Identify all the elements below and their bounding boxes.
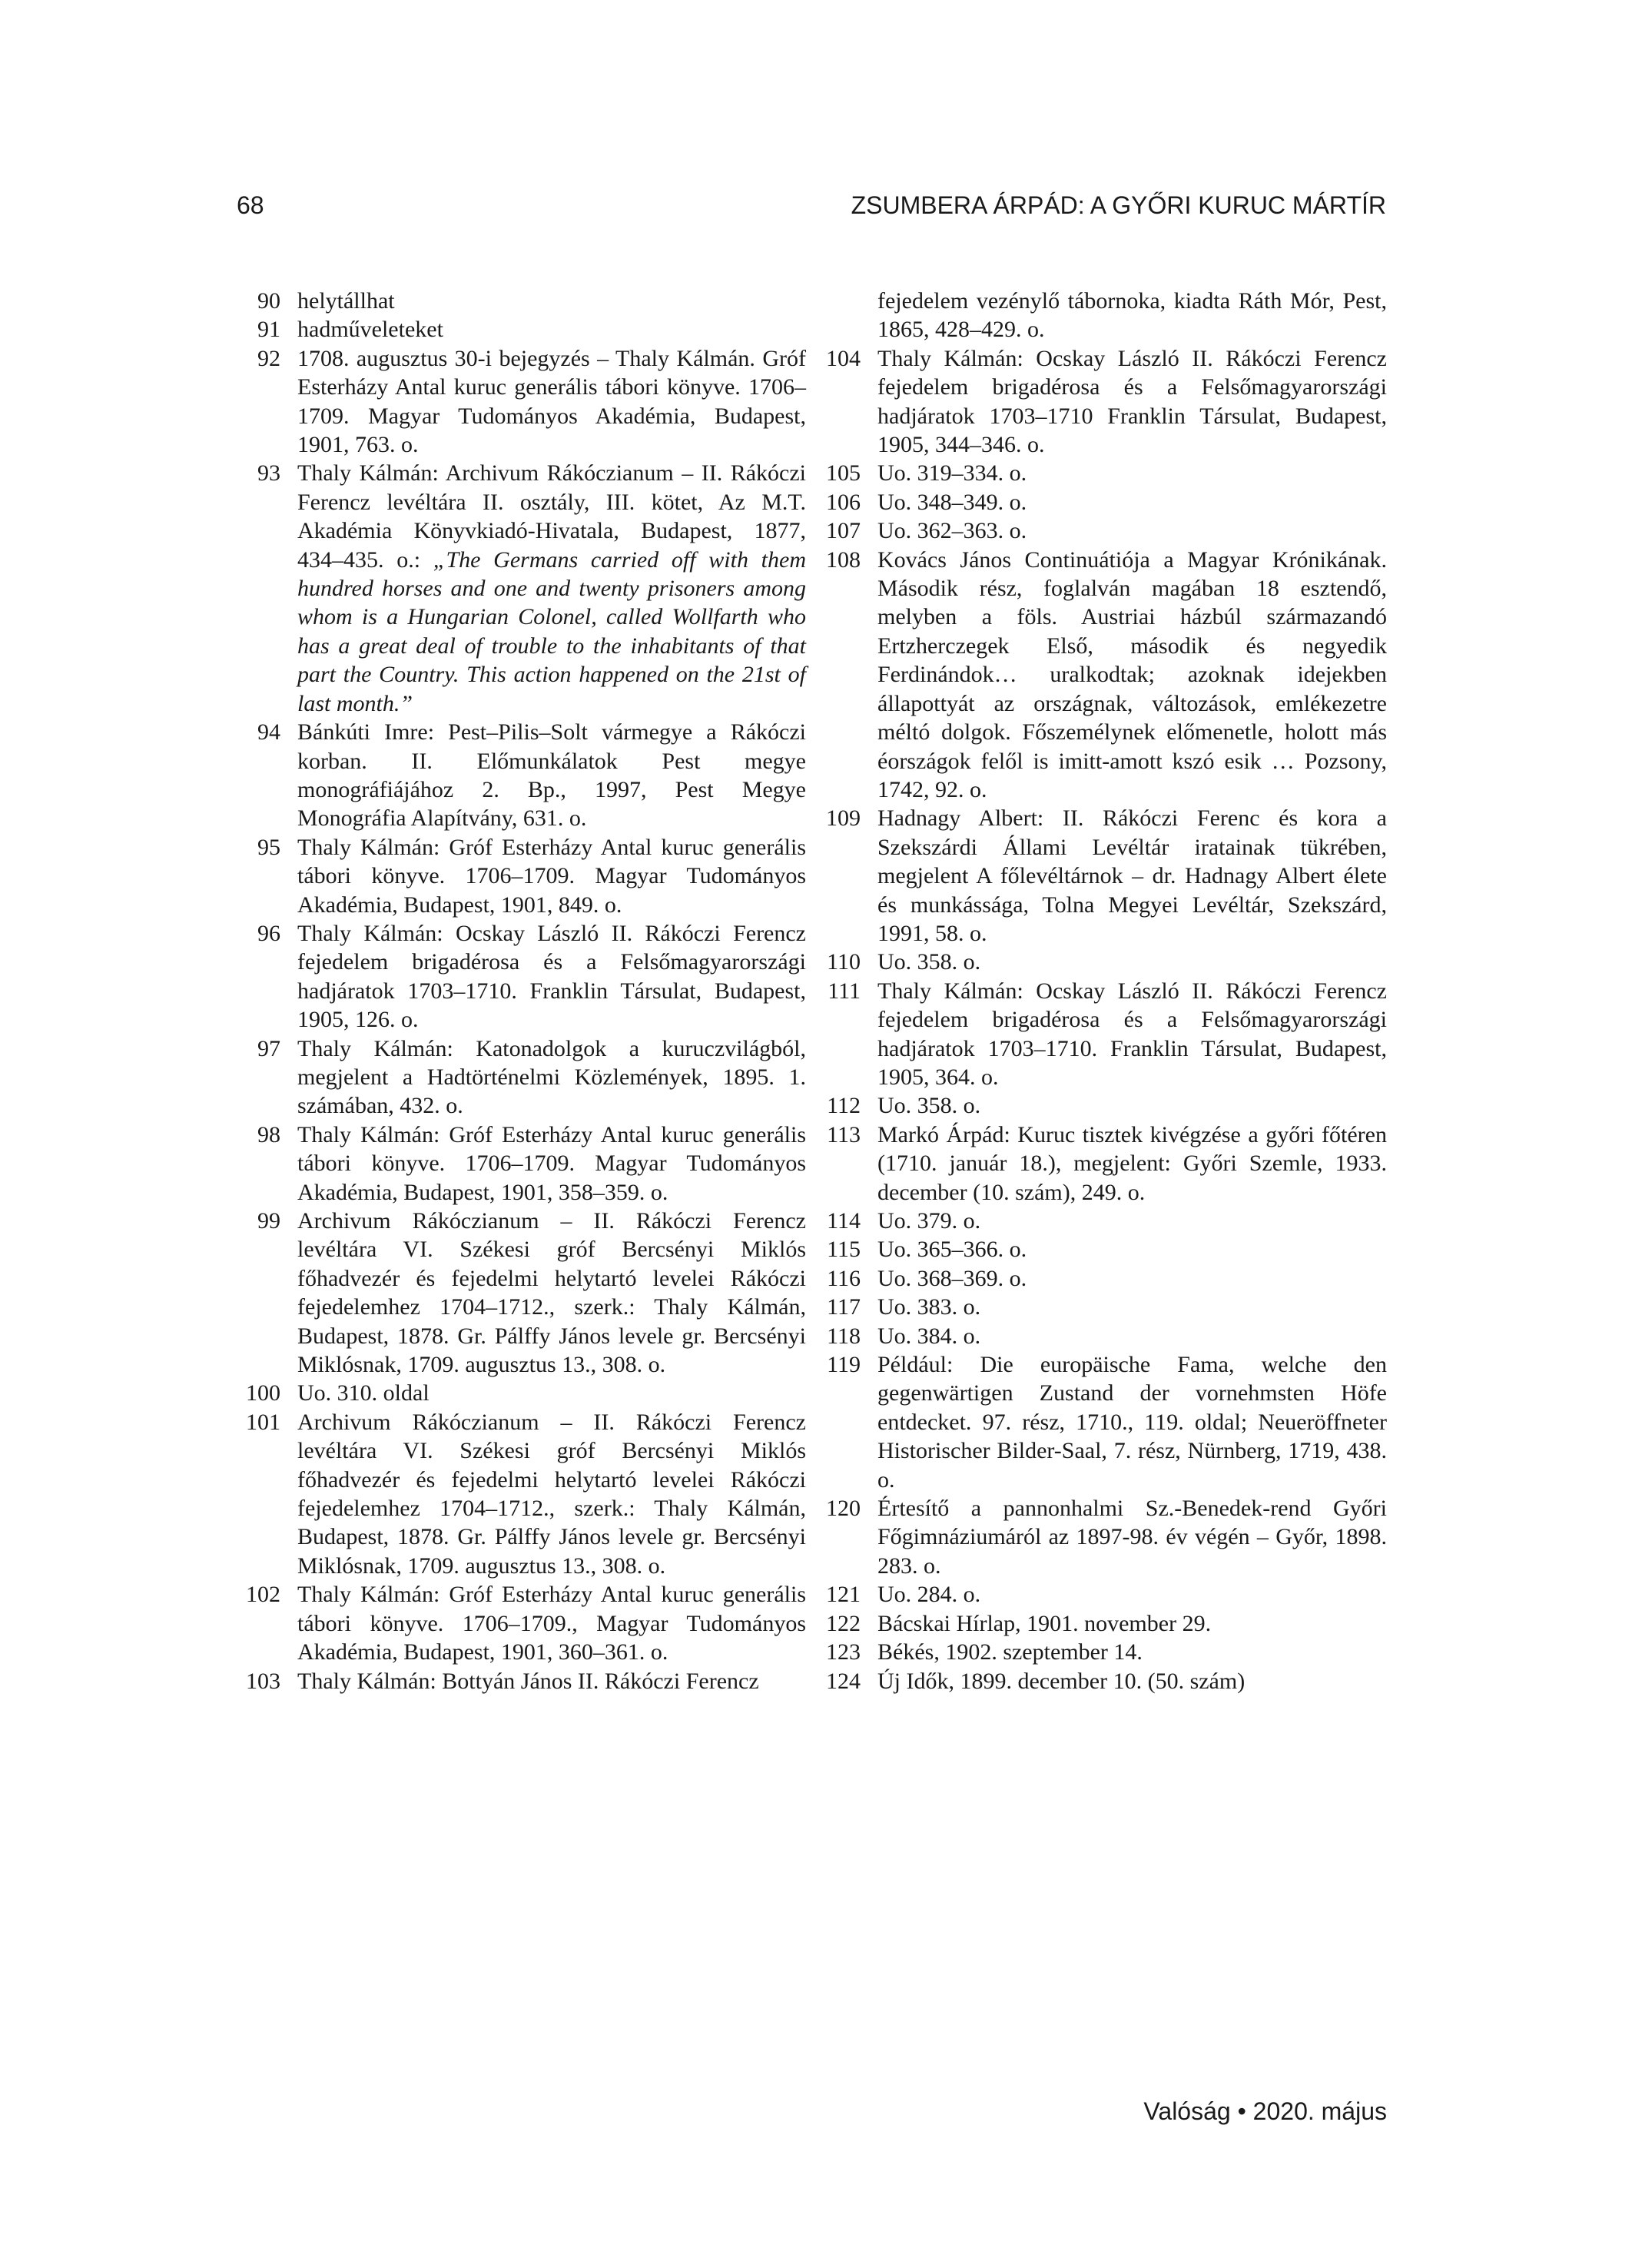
endnote-text [877, 1350, 1387, 1494]
endnote-text [297, 1580, 806, 1666]
endnote [826, 1667, 1387, 1695]
endnote-number: 104 [826, 345, 861, 371]
endnote [826, 1264, 1387, 1293]
endnote-number: 95 [257, 834, 280, 860]
endnote-text [877, 948, 1387, 976]
endnote [826, 459, 1387, 487]
endnote-number: 121 [826, 1582, 861, 1608]
endnote [826, 804, 1387, 948]
endnote [826, 1580, 1387, 1609]
endnote-text [877, 1235, 1387, 1264]
endnote-number: 94 [257, 719, 280, 745]
endnote-citation: Thaly Kálmán: Ocskay László II. Rákóczi Ferencz fejedelem brigadérosa és a Felsőmagyarországi hadjáratok 1703–1710. Franklin Társulat, Budapest, 1905, 126. o. [297, 920, 806, 1033]
endnote-citation: Markó Árpád: Kuruc tisztek kivégzése a győri főtéren (1710. január 18.), megjelent: Győri Szemle, 1933. december (10. szám), 249. o. [877, 1121, 1387, 1205]
endnote-number: 100 [246, 1380, 280, 1406]
endnote-citation: Kovács János Continuátiója a Magyar Krónikának. Második rész, foglalván magában 18 esztendő, melyben a föls. Austriai házbúl származandó Ertzherczegek Első, második és negyedik Ferdinándok… uralkodtak; azoknak idejekben állapottyát az országnak, változások, emlékezetre méltó dolgok. Főszemélynek előmenetle, holott más éországok felől is imitt-amott kszó esik … Pozsony, 1742, 92. o. [877, 546, 1387, 802]
endnote [246, 344, 806, 460]
endnote-number: 116 [827, 1265, 861, 1291]
endnote-number: 114 [827, 1208, 861, 1234]
endnote-citation: Uo. 365–366. o. [877, 1237, 1027, 1263]
endnote [246, 1121, 806, 1207]
endnote-text [297, 919, 806, 1034]
running-header [237, 188, 1386, 223]
endnote-text [297, 315, 806, 344]
running-title: ZSUMBERA ÁRPÁD: A GYŐRI KURUC MÁRTÍR [851, 191, 1386, 219]
endnote-citation: Uo. 368–369. o. [877, 1265, 1027, 1291]
endnote-text [877, 1580, 1387, 1609]
endnote-text [297, 1121, 806, 1207]
endnote-text [297, 1207, 806, 1379]
endnote-text [877, 459, 1387, 487]
endnote-citation: helytállhat [297, 288, 395, 314]
endnote-citation: Uo. 358. o. [877, 949, 981, 975]
endnote-number: 93 [257, 460, 280, 486]
endnote-number: 108 [826, 546, 861, 573]
endnote [826, 516, 1387, 545]
endnote-number: 105 [826, 460, 861, 486]
endnote-number: 110 [827, 949, 861, 975]
endnotes-right-column [826, 287, 1387, 1695]
endnote-number: 117 [827, 1294, 861, 1320]
endnote [826, 344, 1387, 460]
endnote [826, 1121, 1387, 1207]
endnote-text [877, 977, 1387, 1092]
endnote-text [297, 287, 806, 315]
endnote-number: 122 [826, 1610, 861, 1636]
endnote-text [877, 1121, 1387, 1207]
endnote-number: 101 [246, 1409, 280, 1435]
endnote-citation: Uo. 358. o. [877, 1093, 981, 1119]
endnote-number: 109 [826, 805, 861, 832]
endnote-citation: Új Idők, 1899. december 10. (50. szám) [877, 1668, 1246, 1694]
endnote-text [297, 459, 806, 718]
endnote [246, 919, 806, 1034]
endnote [246, 833, 806, 919]
endnote-citation: Békés, 1902. szeptember 14. [877, 1639, 1143, 1665]
endnote-number: 107 [826, 518, 861, 544]
endnote [826, 1609, 1387, 1638]
endnote-citation: Uo. 348–349. o. [877, 489, 1027, 515]
endnote-number: 90 [257, 288, 280, 314]
endnote-citation: Thaly Kálmán: Bottyán János II. Rákóczi Ferencz [297, 1668, 759, 1694]
endnote [246, 718, 806, 833]
endnote [826, 546, 1387, 805]
publication-footer: Valóság • 2020. május [1143, 2097, 1387, 2125]
endnotes-left-column [246, 287, 806, 1695]
page-number: 68 [237, 191, 264, 219]
endnote-citation: Bánkúti Imre: Pest–Pilis–Solt vármegye a Rákóczi korban. II. Előmunkálatok Pest megye monográfiájához 2. Bp., 1997, Pest Megye Monográfia Alapítvány, 631. o. [297, 719, 806, 832]
endnote-number: 112 [827, 1093, 861, 1119]
endnote-number: 102 [246, 1582, 280, 1608]
endnote-quote: „The Germans carried off with them hundred horses and one and twenty prisoners among whom is a Hungarian Colonel, called Wollfarth who has a great deal of trouble to the inhabitants of that part the Country. This action happened on the 21st of last month.” [297, 546, 806, 716]
endnote-number: 113 [827, 1121, 861, 1147]
endnote [826, 1638, 1387, 1666]
endnote [246, 1034, 806, 1121]
endnote-number: 118 [827, 1323, 861, 1349]
endnote-number: 124 [826, 1668, 861, 1694]
endnote-citation: Thaly Kálmán: Ocskay László II. Rákóczi Ferencz fejedelem brigadérosa és a Felsőmagyarországi hadjáratok 1703–1710. Franklin Társulat, Budapest, 1905, 364. o. [877, 978, 1387, 1090]
endnote [246, 1379, 806, 1407]
endnote-citation: Bácskai Hírlap, 1901. november 29. [877, 1610, 1212, 1636]
endnote-text [877, 1264, 1387, 1293]
endnote-text [877, 287, 1387, 344]
endnote [826, 948, 1387, 976]
endnote-text [877, 344, 1387, 460]
endnote-text [297, 344, 806, 460]
endnote-number: 111 [828, 978, 861, 1004]
endnote-text [297, 1379, 806, 1407]
endnote-text [297, 718, 806, 833]
endnote-text [877, 804, 1387, 948]
endnote-citation: Uo. 310. oldal [297, 1380, 430, 1406]
endnote-citation: Archivum Rákóczianum – II. Rákóczi Ferencz levéltára VI. Székesi gróf Bercsényi Miklós főhadvezér és fejedelmi helytartó levelei Rákóczi fejedelemhez 1704–1712., szerk.: Thaly Kálmán, Budapest, 1878. Gr. Pálffy János levele gr. Bercsényi Miklósnak, 1709. augusztus 13., 308. o. [297, 1409, 806, 1579]
endnote-text [877, 1091, 1387, 1120]
endnote-number: 123 [826, 1639, 861, 1665]
endnote-citation: Thaly Kálmán: Gróf Esterházy Antal kuruc generális tábori könyve. 1706–1709., Magyar Tudományos Akadémia, Budapest, 1901, 360–361. o. [297, 1582, 806, 1665]
endnote-number: 96 [257, 920, 280, 946]
endnote-text [877, 488, 1387, 516]
endnote [246, 1580, 806, 1666]
endnote-text [877, 1667, 1387, 1695]
endnote-citation: Uo. 319–334. o. [877, 460, 1027, 486]
endnote-text [297, 1034, 806, 1121]
endnote-text [877, 1322, 1387, 1350]
endnote [826, 1091, 1387, 1120]
endnote [246, 1667, 806, 1695]
endnote [826, 1494, 1387, 1580]
endnote-citation: Például: Die europäische Fama, welche den gegenwärtigen Zustand der vornehmsten Höfe entdecket. 97. rész, 1710., 119. oldal; Neueröffneter Historischer Bilder-Saal, 7. rész, Nürnberg, 1719, 438. o. [877, 1352, 1387, 1493]
endnote-text [297, 1667, 806, 1695]
endnote [826, 1293, 1387, 1321]
endnote-citation: Uo. 383. o. [877, 1294, 981, 1320]
endnote-citation: Thaly Kálmán: Gróf Esterházy Antal kuruc generális tábori könyve. 1706–1709. Magyar Tudományos Akadémia, Budapest, 1901, 358–359. o. [297, 1121, 806, 1205]
endnote-citation: Thaly Kálmán: Gróf Esterházy Antal kuruc generális tábori könyve. 1706–1709. Magyar Tudományos Akadémia, Budapest, 1901, 849. o. [297, 834, 806, 918]
endnote-citation: Uo. 362–363. o. [877, 518, 1027, 544]
endnote-number: 103 [246, 1668, 280, 1694]
endnote-text [297, 833, 806, 919]
endnote [826, 1322, 1387, 1350]
endnote-citation: 1708. augusztus 30-i bejegyzés – Thaly Kálmán. Gróf Esterházy Antal kuruc generális tábori könyve. 1706–1709. Magyar Tudományos Akadémia, Budapest, 1901, 763. o. [297, 345, 806, 458]
endnote-citation: Thaly Kálmán: Archivum Rákóczianum – II. Rákóczi Ferencz levéltára II. osztály, III. kötet, Az M.T. Akadémia Könyvkiadó-Hivatala, Budapest, 1877, 434–435. o.: [297, 460, 806, 573]
endnote [826, 977, 1387, 1092]
endnote-citation: Uo. 384. o. [877, 1323, 981, 1349]
endnote [246, 287, 806, 315]
endnote-number: 92 [257, 345, 280, 371]
endnote-citation: fejedelem vezénylő tábornoka, kiadta Ráth Mór, Pest, 1865, 428–429. o. [877, 288, 1387, 343]
endnote-number: 98 [257, 1121, 280, 1147]
endnote [246, 315, 806, 344]
endnote-citation: Uo. 284. o. [877, 1582, 981, 1608]
endnote-citation: Uo. 379. o. [877, 1208, 981, 1234]
endnote-number: 120 [826, 1496, 861, 1522]
endnote-number: 99 [257, 1208, 280, 1234]
endnote [246, 1408, 806, 1580]
endnote-citation: Értesítő a pannonhalmi Sz.-Benedek-rend Győri Főgimnáziumáról az 1897-98. év végén – Győr, 1898. 283. o. [877, 1496, 1387, 1579]
endnote-text [877, 1207, 1387, 1235]
endnote-number: 115 [827, 1237, 861, 1263]
endnote-number: 106 [826, 489, 861, 515]
endnote [246, 1207, 806, 1379]
endnote-text [297, 1408, 806, 1580]
endnote [826, 1235, 1387, 1264]
endnote-text [877, 1638, 1387, 1666]
endnote [826, 1207, 1387, 1235]
endnote-text [877, 1609, 1387, 1638]
endnote [826, 488, 1387, 516]
endnote-citation: Hadnagy Albert: II. Rákóczi Ferenc és kora a Szekszárdi Állami Levéltár iratainak tükrében, megjelent A főlevéltárnok – dr. Hadnagy Albert élete és munkássága, Tolna Megyei Levéltár, Szekszárd, 1991, 58. o. [877, 805, 1387, 946]
endnote-number: 91 [257, 317, 280, 343]
endnote [826, 1350, 1387, 1494]
endnote-citation: Thaly Kálmán: Ocskay László II. Rákóczi Ferencz fejedelem brigadérosa és a Felsőmagyarországi hadjáratok 1703–1710 Franklin Társulat, Budapest, 1905, 344–346. o. [877, 345, 1387, 458]
endnote-citation: Archivum Rákóczianum – II. Rákóczi Ferencz levéltára VI. Székesi gróf Bercsényi Miklós főhadvezér és fejedelmi helytartó levelei Rákóczi fejedelemhez 1704–1712., szerk.: Thaly Kálmán, Budapest, 1878. Gr. Pálffy János levele gr. Bercsényi Miklósnak, 1709. augusztus 13., 308. o. [297, 1208, 806, 1378]
endnote [246, 459, 806, 718]
endnote-text [877, 546, 1387, 805]
endnote-citation: hadműveleteket [297, 317, 443, 343]
endnote-number: 97 [257, 1035, 280, 1061]
endnote-text [877, 1494, 1387, 1580]
endnote-text [877, 516, 1387, 545]
endnote [826, 287, 1387, 344]
endnote-citation: Thaly Kálmán: Katonadolgok a kuruczvilágból, megjelent a Hadtörténelmi Közlemények, 1895. 1. számában, 432. o. [297, 1035, 806, 1119]
endnote-text [877, 1293, 1387, 1321]
endnote-number: 119 [827, 1352, 861, 1378]
